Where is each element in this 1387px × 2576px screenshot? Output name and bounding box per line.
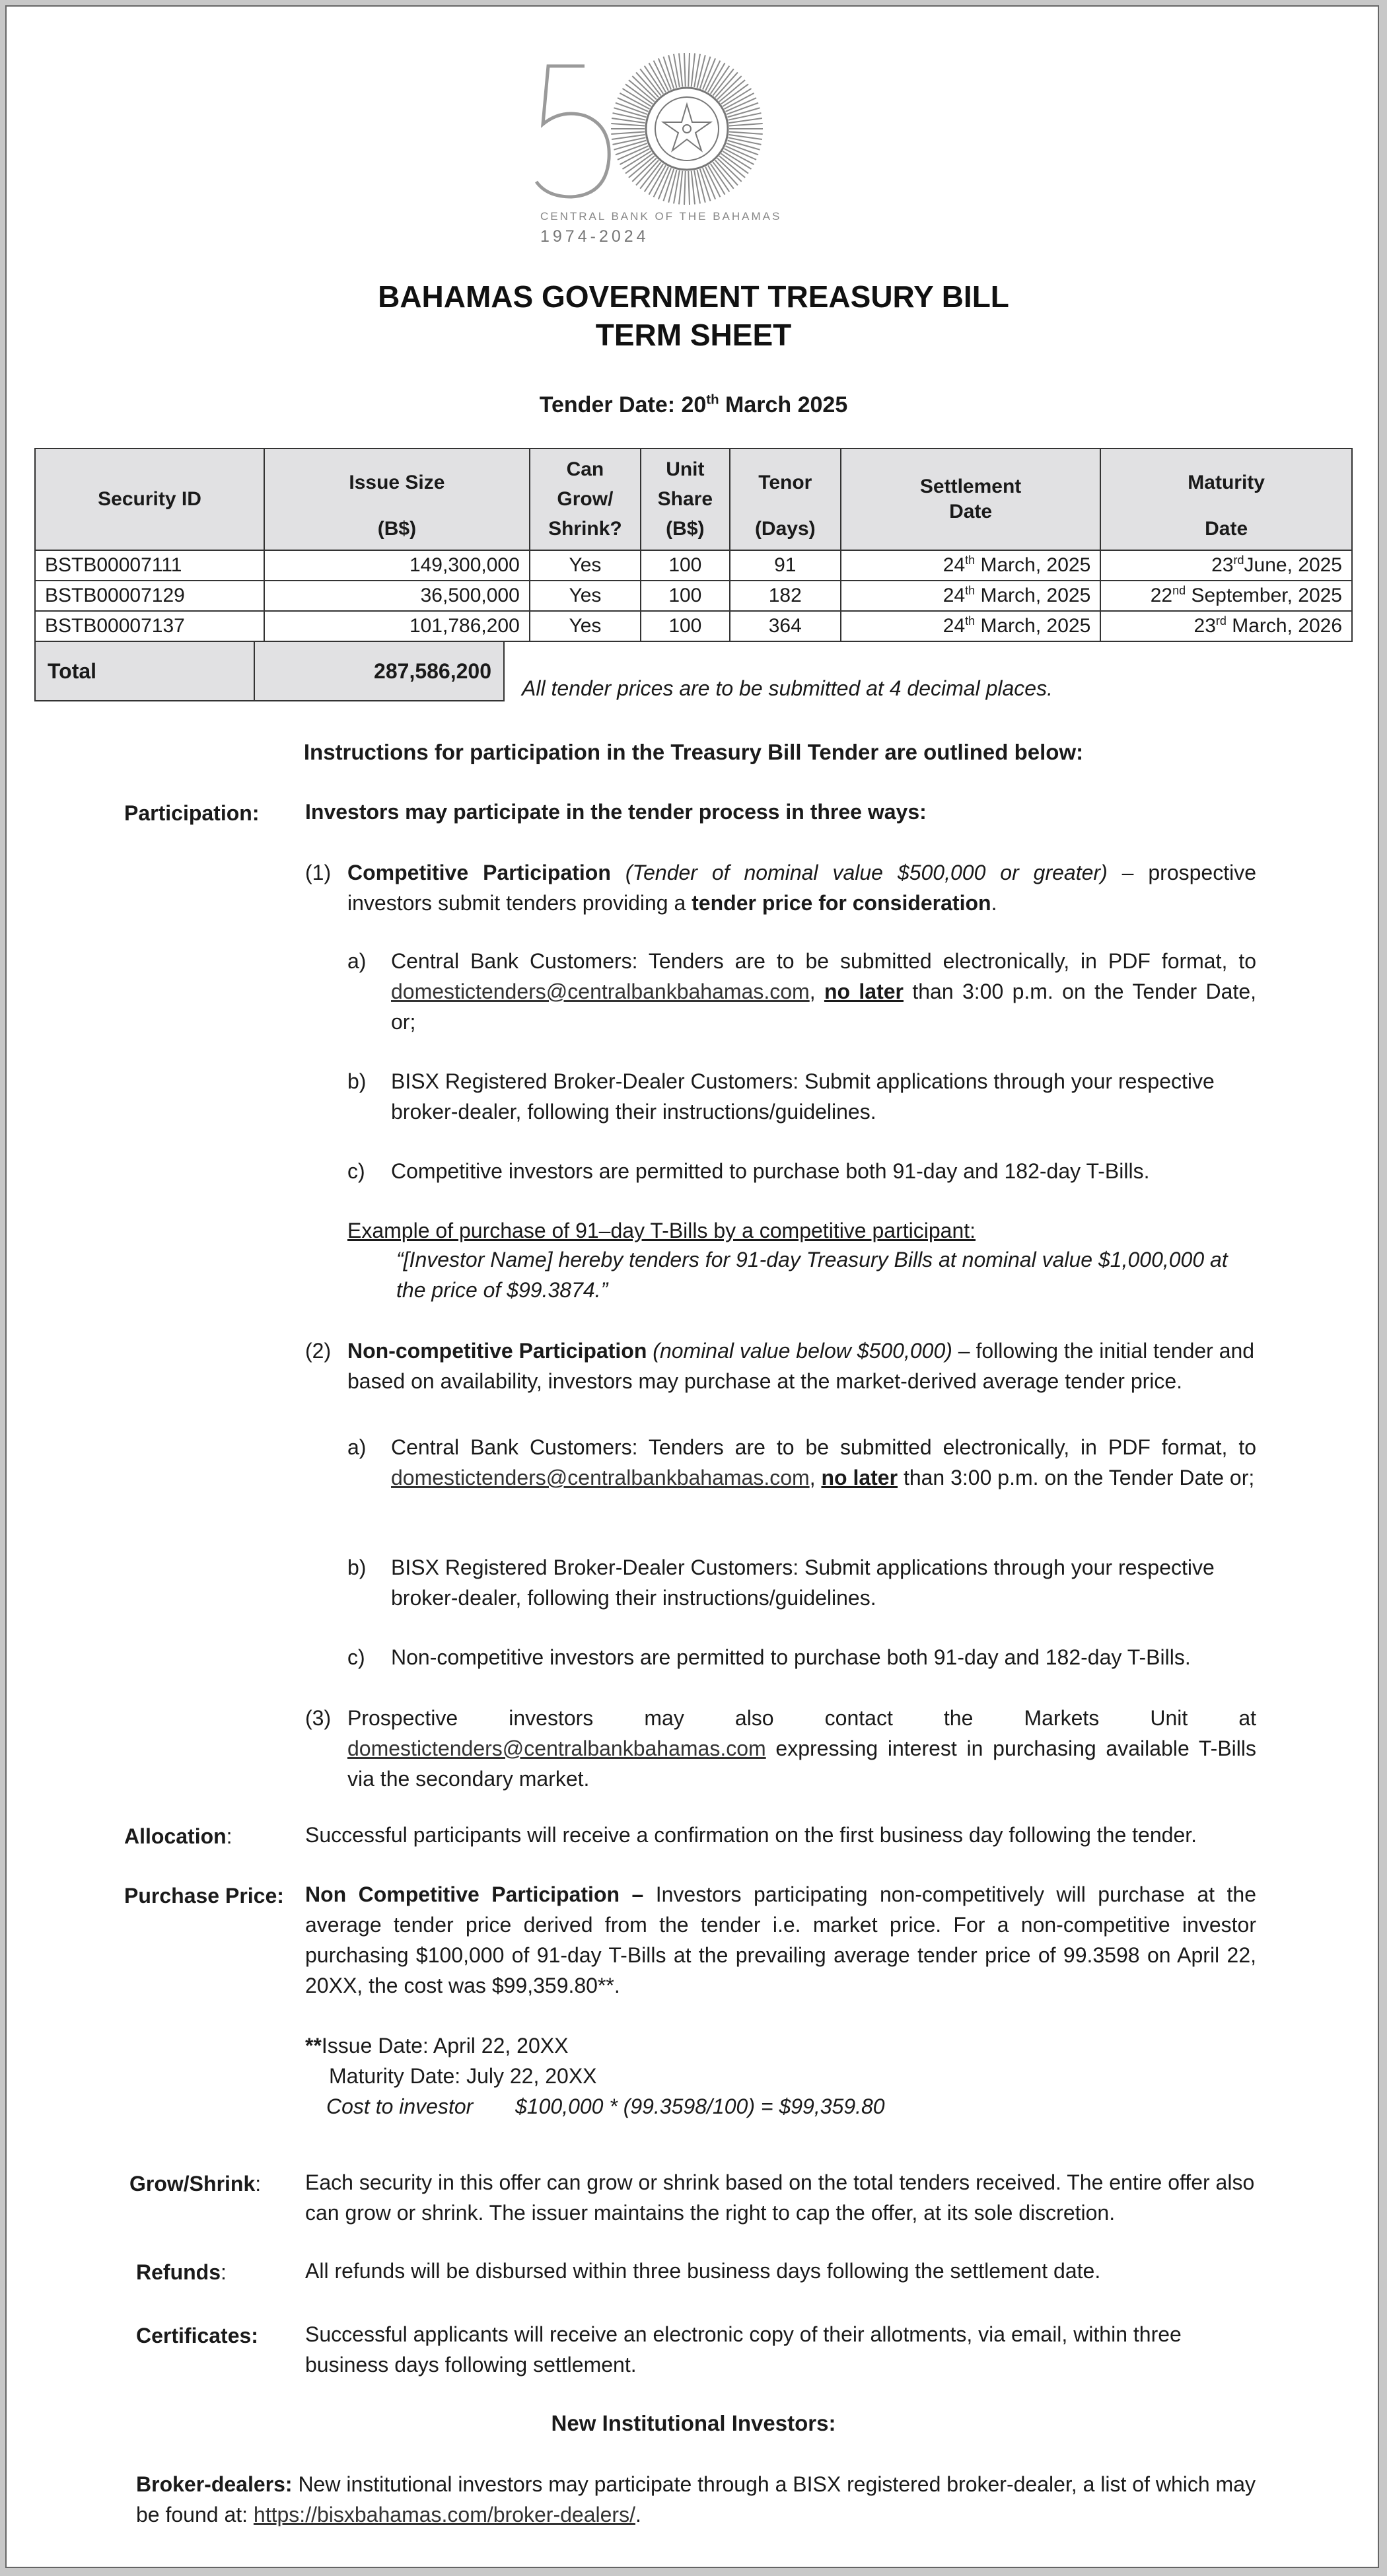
logo-ray [674, 170, 680, 203]
allocation-label: Allocation: [124, 1824, 232, 1848]
settlement-cell: 24th March, 2025 [841, 581, 1100, 611]
item-letter: c) [347, 1645, 365, 1669]
competitive-participation-text: Competitive Participation (Tender of nominal value $500,000 or greater) – prospective investors submit tenders providing a tender price for consideration. [347, 861, 1257, 915]
header-tenor: Tenor (Days) [730, 448, 841, 550]
tenor-cell: 364 [730, 611, 841, 641]
document-subtitle: TERM SHEET [595, 318, 792, 352]
header-unit-share: Unit Share (B$) [641, 448, 730, 550]
logo-ray [692, 54, 695, 87]
broker-dealers-link[interactable]: https://bisxbahamas.com/broker-dealers/ [253, 2503, 635, 2526]
issue-size-cell: 36,500,000 [264, 581, 530, 611]
logo-ray [684, 171, 686, 205]
maturity-cell: 23rd March, 2026 [1100, 611, 1352, 641]
non-competitive-central-bank-text: Central Bank Customers: Tenders are to be submitted electronically, in PDF format, to domestictenders@centralbankbahamas.com, no later than 3:00 p.m. on the Tender Date or; [391, 1435, 1256, 1489]
competitive-permitted-text: Competitive investors are permitted to purchase both 91-day and 182-day T-Bills. [391, 1159, 1150, 1183]
table-header-row [35, 448, 1352, 550]
logo-ray [611, 131, 645, 134]
tender-price-note: All tender prices are to be submitted at 4 decimal places. [522, 676, 1053, 700]
example-heading: Example of purchase of 91–day T-Bills by a competitive participant: [347, 1219, 976, 1242]
unit-cell: 100 [641, 611, 730, 641]
instructions-heading: Instructions for participation in the Treasury Bill Tender are outlined below: [303, 740, 1084, 764]
competitive-broker-dealer-text: BISX Registered Broker-Dealer Customers: Submit applications through your respective broker-dealer, following their instructions/guidelines. [391, 1069, 1215, 1124]
maturity-date-text: Maturity Date: July 22, 20XX [329, 2064, 597, 2088]
logo-ray [729, 124, 763, 126]
total-value: 287,586,200 [374, 659, 491, 683]
issue-size-cell: 149,300,000 [264, 550, 530, 581]
item-letter: c) [347, 1159, 365, 1183]
participation-intro: Investors may participate in the tender process in three ways: [305, 800, 927, 824]
issue-size-cell: 101,786,200 [264, 611, 530, 641]
grow-cell: Yes [530, 550, 641, 581]
non-competitive-participation-text: Non-competitive Participation (nominal value below $500,000) – following the initial tender and based on availability, investors may purchase at the market-derived average tender price. [347, 1339, 1255, 1393]
logo-ray [688, 53, 690, 87]
email-link[interactable]: domestictenders@centralbankbahamas.com [347, 1736, 766, 1760]
security-id-cell: BSTB00007111 [35, 550, 264, 581]
item-number: (3) [305, 1706, 332, 1730]
grow-cell: Yes [530, 611, 641, 641]
unit-cell: 100 [641, 550, 730, 581]
competitive-central-bank-text: Central Bank Customers: Tenders are to be submitted electronically, in PDF format, to domestictenders@centralbankbahamas.com, no later than 3:00 p.m. on the Tender Date, or; [391, 949, 1257, 1034]
header-maturity-date: Maturity Date [1100, 448, 1352, 550]
grow-shrink-text: Each security in this offer can grow or shrink based on the total tenders received. The entire offer also can grow or shrink. The issuer maintains the right to cap the offer, at its sole discretion. [305, 2170, 1255, 2225]
securities-table [34, 448, 1353, 642]
total-row [34, 641, 505, 701]
logo-ray [645, 164, 664, 192]
logo-ray [679, 54, 682, 87]
tender-date: Tender Date: 20th March 2025 [539, 392, 848, 417]
security-id-cell: BSTB00007129 [35, 581, 264, 611]
unit-cell: 100 [641, 581, 730, 611]
markets-unit-text: Prospective investors may also contact the Markets Unit at domestictenders@centralbankbahamas.com expressing interest in purchasing available T-Bills via the secondary market. [347, 1706, 1256, 1791]
logo-ray [632, 76, 657, 99]
logo-ray [694, 54, 700, 87]
logo-org-name: CENTRAL BANK OF THE BAHAMAS [540, 210, 782, 223]
logo-ray [729, 131, 763, 134]
logo-ray [632, 158, 657, 181]
security-id-cell: BSTB00007137 [35, 611, 264, 641]
email-link[interactable]: domestictenders@centralbankbahamas.com [391, 980, 810, 1003]
certificates-text: Successful applicants will receive an electronic copy of their allotments, via email, within three business days following settlement. [305, 2322, 1182, 2377]
item-number: (2) [305, 1339, 332, 1363]
grow-cell: Yes [530, 581, 641, 611]
refunds-text: All refunds will be disbursed within three business days following the settlement date. [305, 2259, 1101, 2283]
settlement-cell: 24th March, 2025 [841, 611, 1100, 641]
term-sheet-page [5, 5, 1379, 2568]
allocation-text: Successful participants will receive a confirmation on the first business day following the tender. [305, 1823, 1197, 1847]
certificates-label: Certificates: [136, 2324, 258, 2347]
logo-ray [717, 158, 742, 181]
settlement-cell: 24th March, 2025 [841, 550, 1100, 581]
document-title: BAHAMAS GOVERNMENT TREASURY BILL [378, 279, 1009, 314]
cost-to-investor-label: Cost to investor [326, 2094, 474, 2118]
cost-to-investor-calc: $100,000 * (99.3598/100) = $99,359.80 [515, 2094, 885, 2118]
broker-dealers-text: Broker-dealers: New institutional investors may participate through a BISX registered broker-dealer, a list of which may be found at: https://bisxbahamas.com/broker-dealers/. [136, 2472, 1256, 2526]
logo-ray [684, 53, 686, 87]
logo-ray [611, 124, 645, 126]
header-can-grow-shrink: Can Grow/ Shrink? [530, 448, 641, 550]
grow-shrink-label: Grow/Shrink: [129, 2172, 262, 2196]
non-competitive-permitted-text: Non-competitive investors are permitted to purchase both 91-day and 182-day T-Bills. [391, 1645, 1191, 1669]
purchase-price-label: Purchase Price: [124, 1884, 284, 1908]
logo-ray [711, 66, 730, 94]
table-row [35, 611, 1352, 641]
logo-ray [694, 170, 700, 203]
tenor-cell: 182 [730, 581, 841, 611]
item-letter: a) [347, 1435, 367, 1459]
logo-ray [717, 76, 742, 99]
logo-years: 1974-2024 [540, 227, 649, 246]
header-settlement-date: Settlement Date [841, 448, 1100, 550]
refunds-label: Refunds: [136, 2260, 227, 2284]
tenor-cell: 91 [730, 550, 841, 581]
new-investors-heading: New Institutional Investors: [551, 2411, 836, 2435]
logo-ray [645, 66, 664, 94]
logo-ray [674, 54, 680, 87]
logo-ray [711, 164, 730, 192]
non-competitive-broker-dealer-text: BISX Registered Broker-Dealer Customers: Submit applications through your respective broker-dealer, following their instructions/guidelines. [391, 1556, 1215, 1610]
logo-ray [679, 171, 682, 205]
item-number: (1) [305, 861, 332, 884]
table-row [35, 581, 1352, 611]
logo-ray [692, 171, 695, 205]
item-letter: b) [347, 1069, 367, 1093]
item-letter: b) [347, 1556, 367, 1579]
total-divider [254, 642, 255, 700]
purchase-price-text: Non Competitive Participation – Investors participating non-competitively will purchase at the average tender price derived from the tender i.e. market price. For a non-competitive investor purchasing $100,000 of 91-day T-Bills at the prevailing average tender price of 99.3598 on April 22, 20XX, the cost was $99,359.80**. [305, 1882, 1257, 1997]
participation-label: Participation: [124, 801, 260, 825]
maturity-cell: 22nd September, 2025 [1100, 581, 1352, 611]
header-issue-size: Issue Size (B$) [264, 448, 530, 550]
issue-date-text: **Issue Date: April 22, 20XX [305, 2034, 569, 2057]
logo-ray [688, 171, 690, 205]
header-security-id: Security ID [35, 448, 264, 550]
central-bank-50th-logo [522, 46, 812, 264]
maturity-cell: 23rdJune, 2025 [1100, 550, 1352, 581]
email-link[interactable]: domestictenders@centralbankbahamas.com [391, 1466, 810, 1489]
table-row [35, 550, 1352, 581]
example-text: “[Investor Name] hereby tenders for 91-day Treasury Bills at nominal value $1,000,000 at the price of $99.3874.” [396, 1248, 1228, 1302]
total-label: Total [48, 659, 97, 683]
item-letter: a) [347, 949, 367, 973]
